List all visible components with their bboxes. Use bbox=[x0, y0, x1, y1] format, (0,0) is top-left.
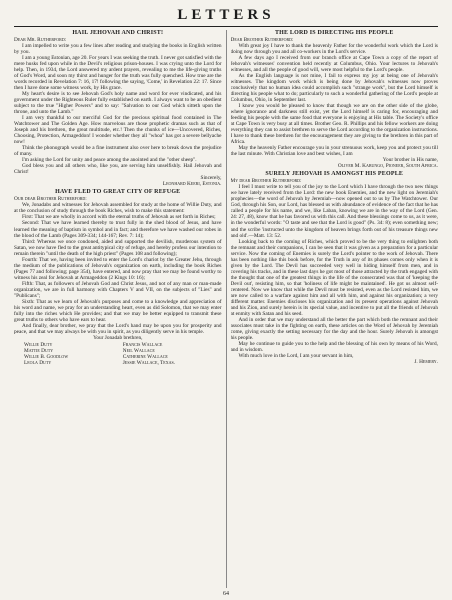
letter-signature: J. Hemery. bbox=[414, 358, 438, 365]
masthead-rule bbox=[14, 26, 438, 27]
letter-paragraph: A few days ago I received from our branch office at Cape Town a copy of the report of Jehovah's witnesses' convention held recently at Columbus, Ohio. Your lectures to Jehovah's witnesses, and all the people of good will, were most helpful to the Lord's people. bbox=[230, 55, 438, 74]
letter-paragraph: I am a young Estonian, age 20. For years I was seeking the truth. I never got satisfied with the mere husks fed upon while in the Devil's religious prison-houses. I was crying unto the Lord for help. Then, in 1934, the Lord answered my ardent prayers, revealing to me the life-giving truths of God's Word, and soon my thirst and hunger for the truth was fully quenched. How true are the words recorded in Revelation 7: 16, 17! following the saying, 'Come,' in Revelation 22: 17. Since then I have done some witness work, by His grace. bbox=[14, 55, 222, 92]
letter-paragraph: And finally, dear brother, we pray that the Lord's hand may be upon you for prosperity and peace, and that we may always be with you in spirit, as you diligently serve in his temple. bbox=[14, 322, 222, 335]
letter-closing: With much love in the Lord, I am your servant in him, bbox=[238, 352, 354, 359]
signature: Francis Wallace bbox=[122, 341, 163, 348]
letter-paragraph: I am impelled to write you a few lines after reading and studying the books in English written by you. bbox=[14, 43, 222, 56]
signature: Willie Duty bbox=[24, 341, 53, 348]
signature: Catherine Wallace bbox=[122, 353, 168, 360]
letter-paragraph: Third: Whereas we once condoned, aided and supported the devilish, murderous system of Satan, we now have fled to the great antitypical city of refuge, and hereby profess our intention to remain therein "until the death of the high priest" (Pages 108 and following); bbox=[14, 238, 222, 257]
right-column bbox=[231, 30, 439, 588]
letter-salutation: Our dear Brother Rutherford: bbox=[14, 196, 87, 203]
letter-city-of-refuge bbox=[14, 189, 222, 365]
signature: Leola Duty bbox=[24, 359, 52, 366]
letter-signature: Leonhard Keeri, Estonia. bbox=[162, 181, 222, 188]
letter-lord-directing bbox=[231, 30, 439, 169]
letter-heading: HAVE FLED TO GREAT CITY OF REFUGE bbox=[55, 189, 181, 196]
letter-paragraph: First: That we are wholly in accord with the eternal truths of Jehovah as set forth in Riches; bbox=[22, 214, 216, 221]
columns bbox=[14, 30, 438, 588]
letter-paragraph: With great joy I have to thank the heavenly Father for the wonderful work which the Lord is doing now through you and all co-workers in the Lord's service. bbox=[230, 43, 438, 56]
letter-paragraph: Sixth: That as we learn of Jehovah's purposes and come to a knowledge and appreciation of his word and name, we pray for an understanding heart, even as did Solomon, that we may enter fully into the riches which He provides; and that we may be better equipped to transmit these great truths to others who have ears to hear. bbox=[14, 298, 222, 323]
letter-salutation: Dear Mr. Rutherford: bbox=[14, 37, 67, 44]
page-masthead: LETTERS bbox=[177, 7, 275, 23]
letter-paragraph: Looking back to the coming of Riches, which proved to be the very thing to enlighten both the remnant and their companions, I can be seen that it was given as a preparation for a particular service. Now the coming of Enemies is surely the Lord's pointer to the work of Jehovah. There has been nothing like this book before, for the Truth in any of its phases comes only when it is given by the Lord. The Devil has succeeded very well in hiding himself from men, and in covering his tracks, and in these last days he got most of those attracted by the truth engaged with the thought that one of the greatest things in the life of the consecrated was that of 'keeping the Devil out', resisting him, so that 'holiness of life might be maintained'. He got us almost self-centered. Now we know that while the Devil must be resisted, even as the Lord resisted him, we are now called to a warfare against him and all with him, and against his organization; a very different matter. Enemies discloses his organization and its present operations against Jehovah and his Zion, and surely herein is its special value, and incentive to put all the friends of Jehovah at enmity with Satan and his seed. bbox=[230, 238, 438, 317]
letter-paragraph: Fourth: That we, having been invited to enter the Lord's chariot by the Greater Jehu, through the medium of the publications of Jehovah's organization on earth, including the book Riches (Pages 77 and following; page 354), have entered, and now pray that we may be found worthy to witness his zeal for Jehovah at Armageddon (2 Kings 10: 16); bbox=[14, 256, 222, 281]
letter-paragraph: May he continue to guide you to the help and the blessing of his own by means of his Word, and in wisdom. bbox=[230, 340, 438, 353]
letter-paragraph: I know you would be pleased to know that though we are on the other side of the globe, where ignorance and darkness still exist, yet the Lord himself is caring for, encouraging and feeding his people with the same food that everyone is enjoying at His table. The Society's office at Cape Town is very busy at all times. Brother Geo. R. Phillips and his fellow workers are doing everything they can to assist brethren to serve the Lord according to the organization instructions. I have to thank these brethren for the encouragement they are giving to the brethren in this part of Africa. bbox=[230, 103, 438, 146]
letter-paragraph: My heart's desire is to see Jehovah God's holy name and word for ever vindicated, and his government under the Righteous Ruler fully established on earth. I always want to be an obedient subject to the true "Higher Powers" and to say: "Salvation to our God which sitteth upon the throne, and unto the Lamb." bbox=[14, 91, 222, 116]
left-column bbox=[14, 30, 222, 588]
letter-heading: SURELY JEHOVAH IS AMONGST HIS PEOPLE bbox=[265, 171, 404, 178]
letter-paragraph: As the English language is not mine, I fail to express my joy at being one of Jehovah's witnesses. The kingdom work which is being done by Jehovah's witnesses now proves conclusively that no human idea could accomplish such "strange work", but the Lord himself is directing his people what to do; particularly to such a wonderful gathering of the Lord's people at Columbus, Ohio, in September last. bbox=[230, 73, 438, 104]
letter-hail-jehovah bbox=[14, 30, 222, 187]
column-divider bbox=[226, 30, 227, 588]
letter-closing: Sincerely, bbox=[200, 175, 222, 182]
letter-salutation: My dear Brother Rutherford: bbox=[230, 178, 302, 185]
signature: Willie B. Goodlow bbox=[24, 353, 69, 360]
letter-jehovah-amongst bbox=[231, 171, 439, 365]
letter-paragraph: I feel I must write to tell you of the joy to the Lord which I have through the two new things we have lately received from the Lord: the new book Enemies, and the new light on Jeremiah's prophecies—the word of Jehovah by Jeremiah—now opened out to us by The Watchtower. Our God, through his Son, our Lord, has blessed us with abundance of evidence of the fact that he has called a people for his name, and we, like Laban, knowing we are in the way of the Lord (Gen. 24: 27, 48), know that he has favored us with this call. And these blessings come to us, as it were, in the wonderful words: "O taste and see that the Lord is good" (Ps. 34: 8); even something new; and the scribe 'instructed unto the kingdom of heaven brings forth out of his treasure things new and old'.—Matt. 13: 52. bbox=[230, 184, 438, 239]
letter-closing: Your brother in His name, bbox=[382, 157, 438, 164]
signature: Neil Wallace bbox=[122, 347, 155, 354]
letter-paragraph: May the heavenly Father encourage you in your strenuous work, keep you and protect you till the last minute. With Christian love and best wishes, I am bbox=[230, 145, 438, 158]
letter-heading: THE LORD IS DIRECTING HIS PEOPLE bbox=[274, 30, 394, 36]
letter-paragraph: I'm asking the Lord for unity and peace among the anointed and the "other sheep". bbox=[22, 157, 197, 164]
letter-paragraph: Think the phonograph would be a fine instrument also over here to break down the prejudice of many. bbox=[14, 145, 222, 158]
signature: Jessie Wallace, Texas. bbox=[122, 359, 176, 366]
letter-paragraph: We, Jonadabs and witnesses for Jehovah assembled for study at the home of Willie Duty, and at the conclusion of study through the book Riches, wish to make this statement: bbox=[14, 202, 222, 215]
letter-paragraph: Second: That we have learned thereby to trust fully in the shed blood of Jesus, and have learned the meaning of baptism in symbol and in fact; and therefore we have washed our robes in the blood of the Lamb (Pages 309-334; 144-167; Rev. 7: 14); bbox=[14, 220, 222, 239]
letter-paragraph: God bless you and all others who, like you, are serving him unselfishly. Hail Jehovah and Christ! bbox=[14, 163, 222, 176]
page-number: 64 bbox=[223, 591, 229, 597]
letter-paragraph: And in order that we may understand all the better the part which both the remnant and their associates must take in the fighting on earth, these articles on the Word of Jehovah by Jeremiah come, giving exactly the setting necessary for the day and the hour. Surely Jehovah is amongst his people. bbox=[230, 316, 438, 341]
signature: Mattie Duty bbox=[24, 347, 54, 354]
letter-paragraph: Fifth: That, as followers of Jehovah God and Christ Jesus, and not of any man or man-made organization, we are in full harmony with Chapters V and VII, on the subjects of "Lies" and "Publicans"; bbox=[14, 280, 222, 299]
letter-closing: Your Jonadab brethren, bbox=[93, 334, 143, 341]
letter-heading: HAIL JEHOVAH AND CHRIST! bbox=[72, 30, 164, 36]
letter-paragraph: I am very thankful to our merciful God for the precious spiritual food contained in The Watchtower and The Golden Age. How marvelous are those prophetic dramas such as that of Joseph and his brethren, the great multitude, etc.! Then the chunks of ice—Uncovered, Riches, Choosing, Protection, Armageddon! I wonder whether they all "whoa" has got a severe bellyache now! bbox=[14, 115, 222, 146]
letter-signature: Oliver M. Kabungo, Pioneer, South Africa. bbox=[337, 163, 438, 170]
letter-salutation: Dear Brother Rutherford: bbox=[230, 37, 294, 44]
signature-list bbox=[24, 342, 222, 366]
